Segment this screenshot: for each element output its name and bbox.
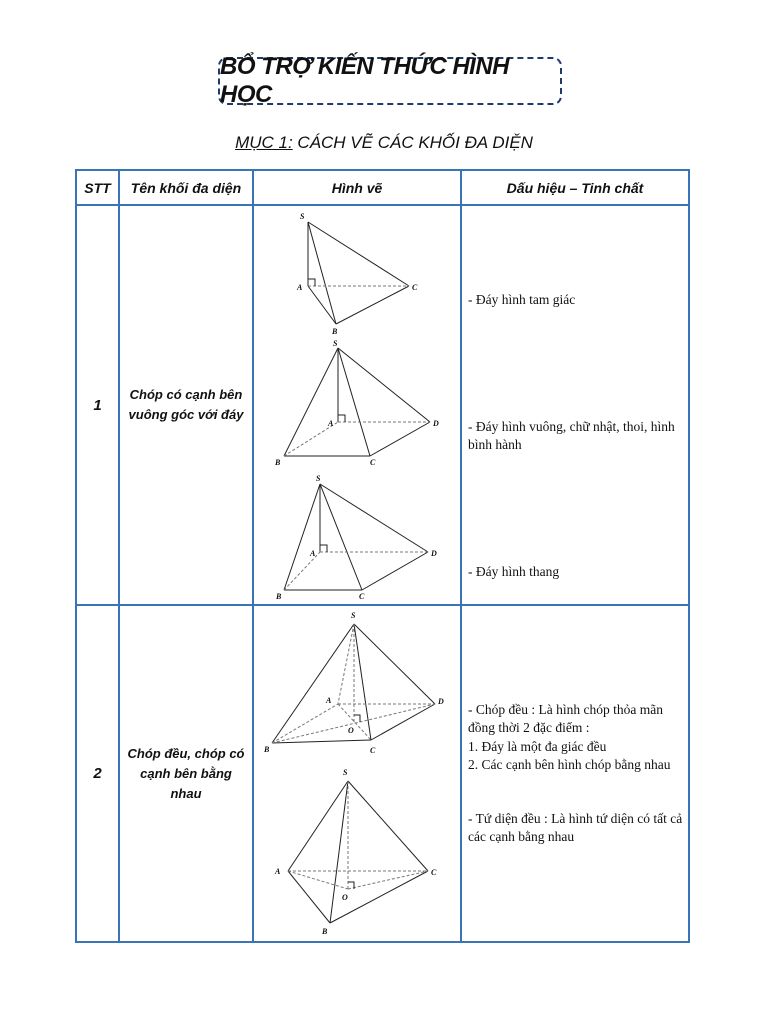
figure-regular-tetrahedron — [288, 781, 428, 923]
svg-text:B: B — [275, 458, 281, 467]
svg-text:A: A — [310, 549, 316, 558]
header-property: Dấu hiệu – Tinh chất — [461, 170, 689, 205]
page-title: BỔ TRỢ KIẾN THỨC HÌNH HỌC — [220, 53, 509, 108]
svg-text:B: B — [276, 592, 282, 601]
svg-text:B: B — [322, 927, 328, 936]
svg-text:B: B — [332, 327, 338, 336]
description-text: - Đáy hình vuông, chữ nhật, thoi, hình bình hành — [468, 419, 675, 452]
row-stt: 2 — [76, 605, 119, 942]
svg-text:S: S — [333, 339, 338, 348]
svg-text:D: D — [438, 697, 444, 706]
row-name-line: nhau — [170, 785, 202, 801]
description-text: 2. Các cạnh bên hình chóp bằng nhau — [468, 757, 671, 772]
row-name — [119, 605, 253, 942]
svg-text:D: D — [433, 419, 439, 428]
svg-text:C: C — [431, 868, 437, 877]
svg-text:A: A — [275, 867, 281, 876]
title-box — [218, 53, 562, 108]
figure-cell — [253, 605, 461, 942]
description-text: 1. Đáy là một đa giác đều — [468, 739, 607, 754]
svg-text:S: S — [343, 768, 348, 777]
svg-text:C: C — [359, 592, 365, 601]
svg-text:A: A — [326, 696, 332, 705]
table-row — [76, 205, 689, 605]
row-name-line: vuông góc với đáy — [128, 407, 244, 422]
svg-text:C: C — [370, 458, 376, 467]
header-stt: STT — [76, 170, 119, 205]
figure-square-pyramid — [284, 348, 430, 456]
section-prefix: MỤC 1: — [235, 133, 293, 152]
figure-trapezoid-pyramid — [284, 484, 428, 590]
row-name — [119, 205, 253, 605]
regular-pyramid-figures — [254, 606, 460, 941]
figure-cell — [253, 205, 461, 605]
svg-text:B: B — [264, 745, 270, 754]
svg-text:D: D — [431, 549, 437, 558]
svg-text:C: C — [370, 746, 376, 755]
svg-text:S: S — [300, 212, 305, 221]
pyramid-figures — [254, 206, 460, 604]
header-name: Tên khối đa diện — [119, 170, 253, 205]
description-cell — [461, 605, 689, 942]
svg-text:O: O — [348, 726, 354, 735]
table-row — [76, 605, 689, 942]
description-text: - Đáy hình tam giác — [468, 292, 576, 307]
svg-text:A: A — [297, 283, 303, 292]
description-text: - Đáy hình thang — [468, 564, 560, 579]
shapes-table — [75, 169, 690, 943]
row-stt: 1 — [76, 205, 119, 605]
description-cell — [461, 205, 689, 605]
table-header-row — [76, 170, 689, 205]
svg-text:O: O — [342, 893, 348, 902]
svg-text:C: C — [412, 283, 418, 292]
description-text: - Tứ diện đều : Là hình tứ diện có tất cả các cạnh bằng nhau — [468, 811, 683, 844]
row-name-line: cạnh bên bằng — [140, 765, 232, 781]
figure-triangular-pyramid — [308, 222, 409, 324]
section-title: CÁCH VẼ CÁC KHỐI ĐA DIỆN — [292, 133, 533, 152]
svg-text:S: S — [351, 611, 356, 620]
row-name-line: Chóp đều, chóp có — [127, 745, 245, 761]
row-name-line: Chóp có cạnh bên — [129, 387, 243, 402]
svg-text:A: A — [328, 419, 334, 428]
svg-text:S: S — [316, 474, 321, 483]
description-text: - Chóp đều : Là hình chóp thỏa mãn đồng thời 2 đặc điểm : — [468, 702, 663, 735]
header-figure: Hình vẽ — [253, 170, 461, 205]
section-heading — [0, 133, 768, 153]
